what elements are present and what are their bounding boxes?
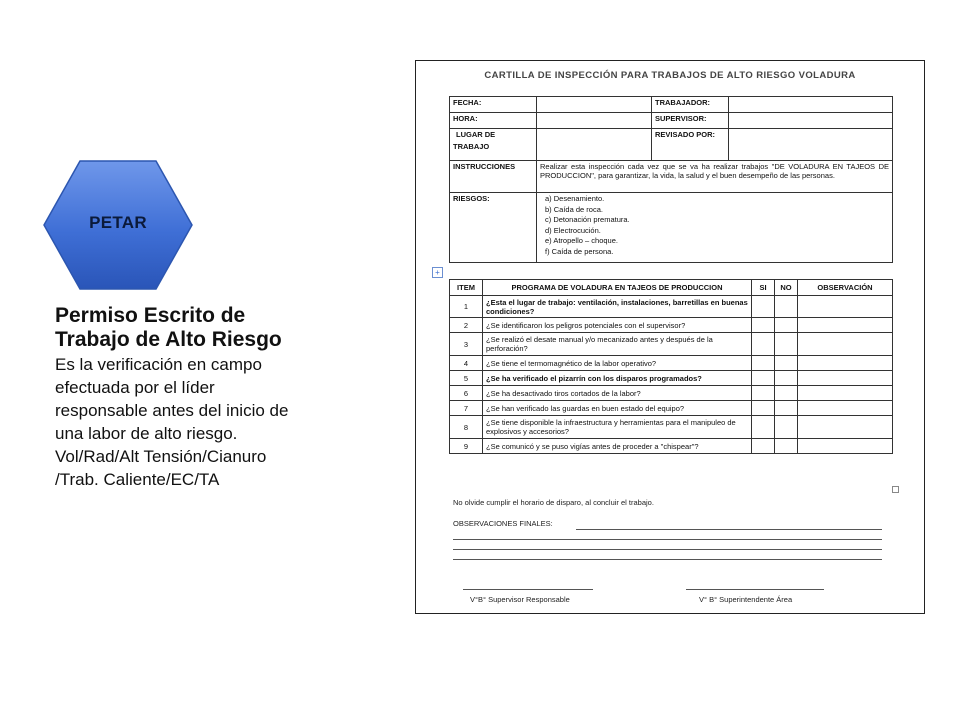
move-anchor-icon[interactable]: + [432,267,443,278]
signature-label-right: V° B° Superintendente Área [699,595,793,604]
supervisor-value[interactable] [729,113,893,129]
note-text: No olvide cumplir el horario de disparo, al concluir el trabajo. [453,498,654,507]
item-text: ¿Se ha verificado el pizarrín con los disparos programados? [483,371,752,386]
item-text: ¿Esta el lugar de trabajo: ventilación, instalaciones, barretillas en buenas condiciones? [483,296,752,318]
badge-label: PETAR [89,213,147,232]
item-number: 1 [450,296,483,318]
fecha-label: FECHA: [450,97,537,113]
header-table [449,96,893,263]
table-row [450,356,893,371]
signature-label-left: V°B° Supervisor Responsable [470,595,570,604]
heading-line-2: Trabajo de Alto Riesgo [55,328,282,351]
observacion-cell[interactable] [798,371,893,386]
table-row [450,296,893,318]
col-observacion: OBSERVACIÓN [798,280,893,296]
item-number: 3 [450,333,483,356]
item-number: 4 [450,356,483,371]
observacion-cell[interactable] [798,318,893,333]
description-line: una labor de alto riesgo. [55,424,238,443]
hora-value[interactable] [537,113,652,129]
observacion-cell[interactable] [798,296,893,318]
checklist-table [449,279,893,454]
revisado-label: REVISADO POR: [652,129,729,161]
item-text: ¿Se identificaron los peligros potenciales con el supervisor? [483,318,752,333]
observaciones-line[interactable] [576,529,882,530]
petar-badge [42,157,194,293]
inspection-form [415,60,925,614]
no-cell[interactable] [775,386,798,401]
si-cell[interactable] [752,356,775,371]
si-cell[interactable] [752,296,775,318]
si-cell[interactable] [752,416,775,439]
resize-handle[interactable] [892,486,899,493]
no-cell[interactable] [775,401,798,416]
item-text: ¿Se realizó el desate manual y/o mecanizado antes y después de la perforación? [483,333,752,356]
observacion-cell[interactable] [798,439,893,454]
si-cell[interactable] [752,318,775,333]
item-number: 5 [450,371,483,386]
observaciones-line[interactable] [453,559,882,560]
heading-line-1: Permiso Escrito de [55,304,246,327]
observaciones-line[interactable] [453,549,882,550]
supervisor-label: SUPERVISOR: [652,113,729,129]
description-line: Vol/Rad/Alt Tensión/Cianuro [55,447,267,466]
instrucciones-text: Realizar esta inspección cada vez que se va ha realizar trabajos "DE VOLADURA EN TAJEOS DE PRODUCCION", para garantizar, la vida, la salud y el buen desempeño de las personas. [537,161,893,193]
observacion-cell[interactable] [798,401,893,416]
description-block [55,304,355,490]
description-line: efectuada por el líder [55,378,215,397]
table-row [450,318,893,333]
no-cell[interactable] [775,318,798,333]
col-programa: PROGRAMA DE VOLADURA EN TAJEOS DE PRODUCCION [483,280,752,296]
col-si: SI [752,280,775,296]
lugar-value[interactable] [537,129,652,161]
lugar-label [450,129,537,161]
observacion-cell[interactable] [798,416,893,439]
riesgo-item: a) Desenamiento. [545,194,605,203]
item-text: ¿Se han verificado las guardas en buen estado del equipo? [483,401,752,416]
si-cell[interactable] [752,439,775,454]
no-cell[interactable] [775,416,798,439]
no-cell[interactable] [775,439,798,454]
table-row [450,371,893,386]
form-title: CARTILLA DE INSPECCIÓN PARA TRABAJOS DE ALTO RIESGO VOLADURA [484,70,856,81]
item-number: 9 [450,439,483,454]
riesgos-label: RIESGOS: [450,193,537,263]
si-cell[interactable] [752,386,775,401]
no-cell[interactable] [775,356,798,371]
table-row [450,439,893,454]
riesgo-item: d) Electrocución. [545,225,601,235]
observacion-cell[interactable] [798,386,893,401]
riesgo-item: f) Caída de persona. [545,246,614,256]
description-line: /Trab. Caliente/EC/TA [55,470,220,489]
fecha-value[interactable] [537,97,652,113]
col-item: ITEM [450,280,483,296]
item-number: 6 [450,386,483,401]
hora-label: HORA: [450,113,537,129]
revisado-value[interactable] [729,129,893,161]
no-cell[interactable] [775,371,798,386]
item-number: 7 [450,401,483,416]
item-text: ¿Se comunicó y se puso vigías antes de proceder a "chispear"? [483,439,752,454]
item-number: 8 [450,416,483,439]
riesgo-item: b) Caída de roca. [545,204,603,214]
table-row [450,386,893,401]
item-text: ¿Se ha desactivado tiros cortados de la labor? [483,386,752,401]
riesgos-cell [537,193,893,263]
item-text: ¿Se tiene el termomagnético de la labor operativo? [483,356,752,371]
observacion-cell[interactable] [798,356,893,371]
item-number: 2 [450,318,483,333]
trabajador-label: TRABAJADOR: [652,97,729,113]
no-cell[interactable] [775,333,798,356]
trabajador-value[interactable] [729,97,893,113]
table-row [450,401,893,416]
instrucciones-label: INSTRUCCIONES [450,161,537,193]
riesgo-item: c) Detonación prematura. [545,215,630,224]
observaciones-line[interactable] [453,539,882,540]
riesgos-list [545,194,889,257]
description-line: Es la verificación en campo [55,355,262,374]
no-cell[interactable] [775,296,798,318]
riesgo-item: e) Atropello – choque. [545,236,618,245]
description-line: responsable antes del inicio de [55,401,289,420]
col-no: NO [775,280,798,296]
item-text: ¿Se tiene disponible la infraestructura y herramientas para el manipuleo de explosivos y accesorios? [483,416,752,439]
table-row [450,416,893,439]
table-row [450,333,893,356]
si-cell[interactable] [752,333,775,356]
lugar-label-line-2: TRABAJO [453,142,490,151]
lugar-label-line-1: LUGAR DE [456,130,496,139]
signature-line-left[interactable] [463,589,593,590]
observacion-cell[interactable] [798,333,893,356]
si-cell[interactable] [752,401,775,416]
si-cell[interactable] [752,371,775,386]
signature-line-right[interactable] [686,589,824,590]
observaciones-label: OBSERVACIONES FINALES: [453,519,553,528]
